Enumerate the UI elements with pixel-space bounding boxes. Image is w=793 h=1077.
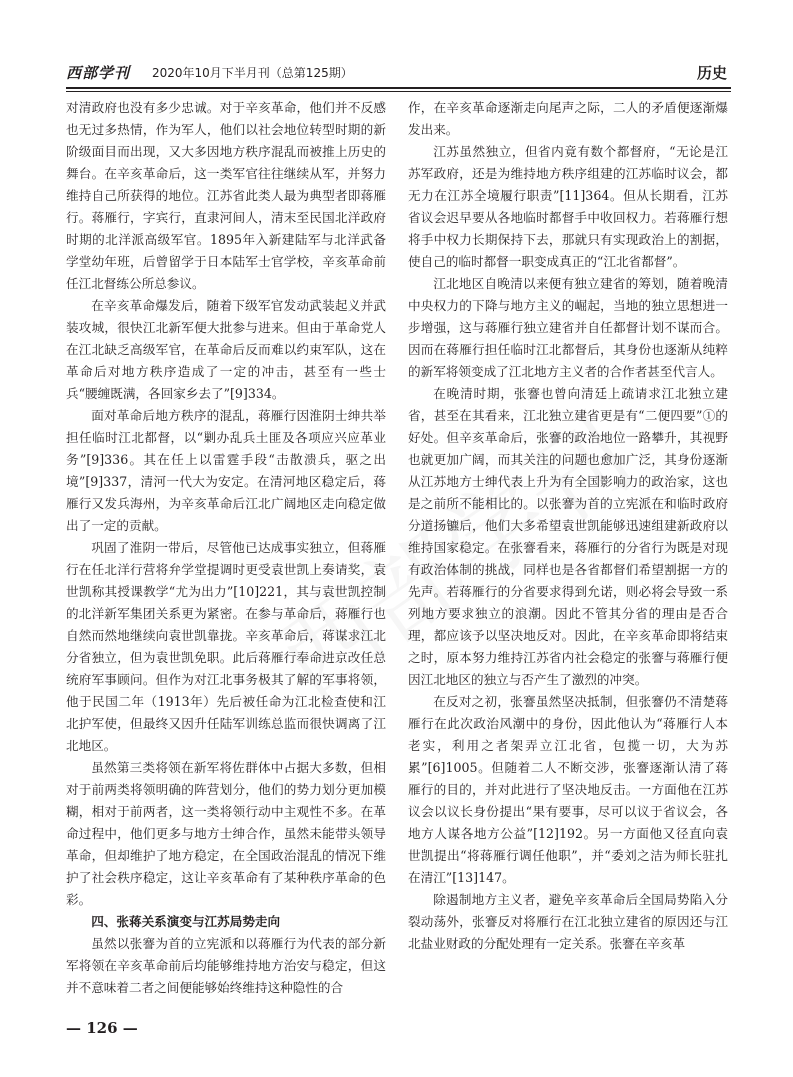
paragraph: 除遏制地方主义者，避免辛亥革命后全国局势陷入分裂动荡外，张謇反对将雁行在江北独立建省的原因还与江北盐业财政的分配处理有一定关系。张謇在辛亥革 <box>408 892 728 951</box>
section-heading: 四、张蒋关系演变与江苏局势走向 <box>91 914 281 929</box>
section-label: 历史 <box>696 64 727 82</box>
paragraph: 在辛亥革命爆发后，随着下级军官发动武装起义并武装攻城，很快江北新军便大批参与进来。但由于革命党人在江北缺乏高级军官，在革命后反而难以约束军队，这在革命后对地方秩序造成了一定的冲击，甚至有一些士兵“腰缠既满，各回家乡去了”[9]334。 <box>66 298 386 401</box>
paragraph: 在反对之初，张謇虽然坚决抵制，但张謇仍不清楚蒋雁行在此次政治风潮中的身份，因此他认为“蒋雁行人本老实，利用之者架弄立江北省，包揽一切，大为苏累”[6]1005。但随着二人不断交涉，张謇逐渐认清了蒋雁行的目的，并对此进行了坚决地反击。一方面他在江苏议会以议长身份提出“果有要事，尽可以议于省议会，各地方人谋各地方公益”[12]192。另一方面他又径直向袁世凯提出“将蒋雁行调任他职”，并“委刘之洁为师长驻扎在清江”[13]147。 <box>408 694 728 885</box>
header-rule-thin <box>66 91 731 92</box>
paragraph: 巩固了淮阴一带后，尽管他已达成事实独立，但蒋雁行在任北洋行营将弁学堂提调时更受袁世凯上奏请奖，袁世凯称其授课教学“尤为出力”[10]221，其与袁世凯控制的北洋新军集团关系更为紧密。在参与革命后，蒋雁行也自然而然地继续向袁世凯靠拢。辛亥革命后，蒋谋求江北分省独立，但为袁世凯免职。此后蒋雁行奉命进京改任总统府军事顾问。但作为对江北事务极其了解的军事将领，他于民国二年（1913年）先后被任命为江北检查使和江北护军使，但最终又因升任陆军训练总监而很快调离了江北地区。 <box>66 540 386 753</box>
paragraph: 江苏虽然独立，但省内竟有数个都督府，“无论是江苏军政府，还是为维持地方秩序组建的江苏临时议会，都无力在江苏全境履行职责”[11]364。但从长期看，江苏省议会迟早要从各地临时都督手中收回权力。若蒋雁行想将手中权力长期保持下去，那就只有实现政治上的割据，使自己的临时都督一职变成真正的“江北省都督”。 <box>408 144 728 269</box>
header-rule <box>66 87 731 89</box>
paragraph: 虽然第三类将领在新军将佐群体中占据大多数，但相对于前两类将领明确的阵营划分，他们的势力划分更加模糊，相对于前两者，这一类将领行动中主观性不多。在革命过程中，他们更多与地方士绅合作，虽然未能带头领导革命，但却维护了地方稳定，在全国政治混乱的情况下维护了社会秩序稳定，这让辛亥革命有了某种秩序革命的色彩。 <box>66 760 386 907</box>
paragraph: 对清政府也没有多少忠诚。对于辛亥革命，他们并不反感也无过多热情，作为军人，他们以社会地位转型时期的新阶级面目而出现，又大多因地方秩序混乱而被推上历史的舞台。在辛亥革命后，这一类军官往往继续从军，并努力维持自己所获得的地位。江苏省此类人最为典型者即蒋雁行。蒋雁行，字宾行，直隶河间人，清末至民国北洋政府时期的北洋派高级军官。1895年入新建陆军与北洋武备学堂幼年班，后曾留学于日本陆军士官学校，辛亥革命前任江北督练公所总参议。 <box>66 100 386 291</box>
left-column <box>66 97 386 999</box>
paragraph: 作，在辛亥革命逐渐走向尾声之际，二人的矛盾便逐渐爆发出来。 <box>408 100 728 137</box>
page-number: — 126 — <box>66 1019 138 1037</box>
paragraph: 在晚清时期，张謇也曾向清廷上疏请求江北独立建省，甚至在其看来，江北独立建省更是有“二便四要”①的好处。但辛亥革命后，张謇的政治地位一路攀升，其视野也就更加广阔，而其关注的问题也愈加广泛，其身份逐渐从江苏地方士绅代表上升为有全国影响力的政治家，这也是之前所不能相比的。以张謇为首的立宪派在和临时政府分道扬镳后，他们大多希望袁世凯能够迅速组建新政府以维持国家稳定。在张謇看来，蒋雁行的分省行为既是对现有政治体制的挑战，同样也是各省都督们希望割据一方的先声。若蒋雁行的分省要求得到允诺，则必将会导致一系列地方要求独立的浪潮。因此不管其分省的理由是否合理，都应该予以坚决地反对。因此，在辛亥革命即将结束之时，原本努力维持江苏省内社会稳定的张謇与蒋雁行便因江北地区的独立与否产生了激烈的冲突。 <box>408 386 728 687</box>
paragraph: 面对革命后地方秩序的混乱，蒋雁行因淮阴士绅共举担任临时江北都督，以“剿办乱兵土匪及各项应兴应革业务”[9]336。其在任上以雷霆手段“击散溃兵，驱之出境”[9]337，清河一代大为安定。在清河地区稳定后，蒋雁行又发兵海州，为辛亥革命后江北广阔地区走向稳定做出了一定的贡献。 <box>66 408 386 533</box>
issue-info: 2020年10月下半月刊（总第125期） <box>152 66 353 80</box>
journal-logo: 西部学刊 <box>66 64 131 82</box>
paragraph: 江北地区自晚清以来便有独立建省的筹划，随着晚清中央权力的下降与地方主义的崛起，当地的独立思想进一步增强，这与蒋雁行独立建省并自任都督计划不谋而合。因而在蒋雁行担任临时江北都督后，其身份也逐渐从纯粹的新军将领变成了江北地方主义者的合作者甚至代言人。 <box>408 276 728 379</box>
right-column <box>408 97 728 955</box>
page-header <box>66 52 731 86</box>
paragraph: 虽然以张謇为首的立宪派和以蒋雁行为代表的部分新军将领在辛亥革命前后均能够维持地方治安与稳定，但这并不意味着二者之间便能够始终维持这种隐性的合 <box>66 936 386 995</box>
